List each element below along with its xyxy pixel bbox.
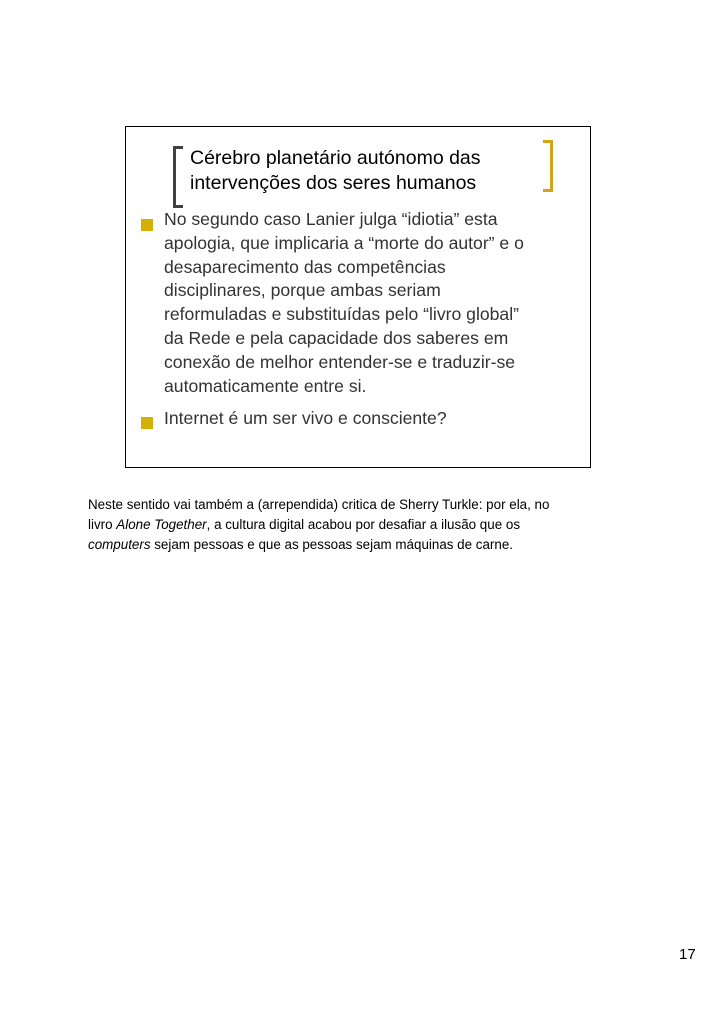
title-right-bracket [543,140,553,192]
notes-text: sejam pessoas e que as pessoas sejam máquinas de carne. [150,537,514,552]
bullet-line: automaticamente entre si. [164,375,367,396]
bullet-line: reformuladas e substituídas pelo “livro global” [164,304,519,325]
slide-title-line: Cérebro planetário autónomo das [190,147,481,169]
notes-text: , a cultura digital acabou por desafiar a ilusão que os [206,517,521,532]
bullet-line: No segundo caso Lanier julga “idiotia” esta [164,209,498,229]
bullet-line: Internet é um ser vivo e consciente? [164,408,447,428]
slide-title [190,146,540,196]
bullet-line: apologia, que implicaria a “morte do autor” e o [164,232,524,253]
bullet-line: disciplinares, porque ambas seriam [164,280,441,301]
bullet-item [164,208,589,398]
page-number: 17 [679,946,696,963]
notes-line: Neste sentido vai também a (arrependida) critica de Sherry Turkle: por ela, no [88,497,550,512]
notes-line [88,515,648,535]
title-left-bracket [173,146,183,208]
notes-paragraph [88,495,648,555]
bullet-square-icon [141,417,153,429]
bullet-item [164,407,589,431]
book-title: Alone Together [116,517,207,532]
bullet-square-icon [141,219,153,231]
bullet-line: desaparecimento das competências [164,256,446,277]
notes-emphasis: computers [88,537,151,552]
slide-title-line: intervenções dos seres humanos [190,172,477,194]
bullet-line: conexão de melhor entender-se e traduzir-se [164,351,516,372]
bullet-line: da Rede e pela capacidade dos saberes em [164,327,509,348]
notes-line [88,535,648,555]
notes-text: livro [88,517,117,532]
